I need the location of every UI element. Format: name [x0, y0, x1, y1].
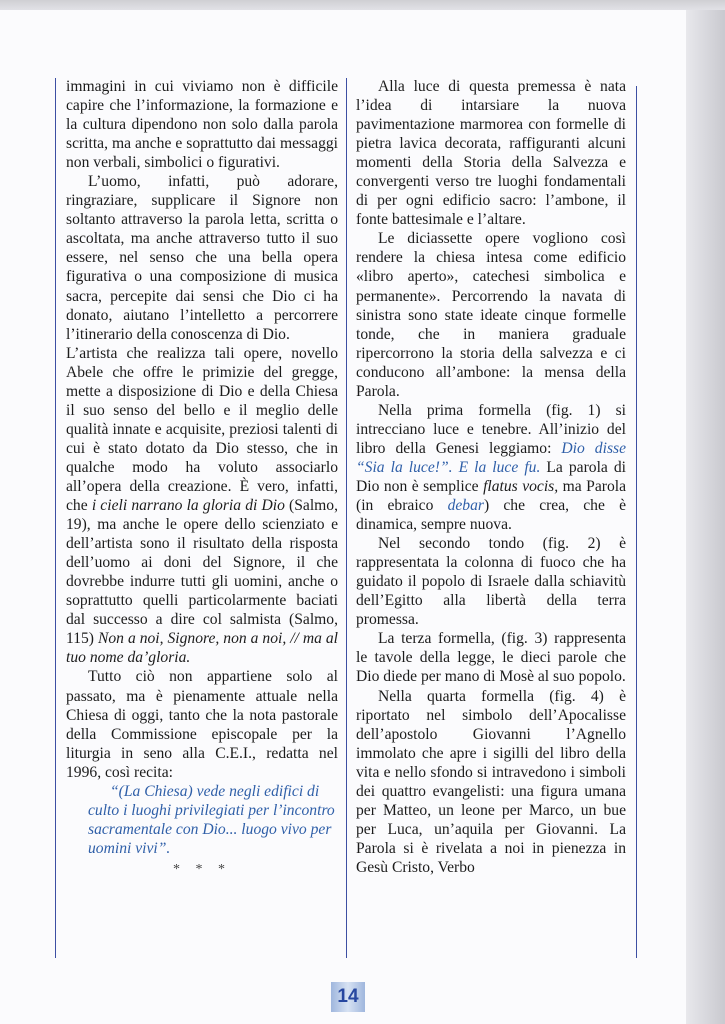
section-separator: * * *	[173, 861, 231, 877]
right-paragraph-6: Nella quarta formella (fig. 4) è riportato nel simbolo dell’Apocalisse dell’apostolo Giovanni l’Agnello immolato che apre i sigilli del libro della vita e nello sfondo si intravedono i simboli dei quattro evangelisti: una figura umana per Matteo, un leone per Marco, un bue per Luca, un’aquila per Giovanni. La Parola si è rivelata a noi in pienezza in Gesù Cristo, Verbo	[356, 687, 626, 876]
psalm-115-citation: Non a noi, Signore, non a noi, // ma al tuo nome da’gloria.	[66, 630, 338, 667]
psalm-19-citation: i cieli narrano la gloria di Dio	[91, 497, 285, 515]
cei-quote: “(La Chiesa) vede negli edifici di culto i luoghi privilegiati per l’incontro sacramentale con Dio... luogo vivo per uomini vivi”.	[88, 782, 335, 857]
right-paragraph-5: La terza formella, (fig. 3) rappresenta le tavole della legge, le dieci parole che Dio diede per mano di Mosè al suo popolo.	[356, 630, 626, 686]
genesis-quote: Dio disse “Sia la luce!”. E la luce fu.	[356, 439, 626, 476]
left-margin-rule	[55, 78, 56, 958]
right-margin-rule	[636, 86, 637, 958]
right-paragraph-3-text-d: ) che crea, che è dinamica, sempre nuova.	[356, 497, 626, 534]
right-paragraph-3-text-a: Nella prima formella (fig. 1) si intrecciano luce e tenebre. All’inizio del libro della Genesi leggiamo:	[356, 401, 626, 457]
right-paragraph-3	[356, 401, 626, 534]
left-paragraph-2: L’uomo, infatti, può adorare, ringraziare, supplicare il Signore non soltanto attraverso la parola letta, scritta o ascoltata, ma anche attraverso tutto il suo essere, nel senso che una bella opera figurativa o una composizione di musica sacra, percepite dai sensi che Dio ci ha donato, aiutano l’intelletto a percorrere l’itinerario della conoscenza di Dio.	[66, 173, 338, 343]
page-curl-shadow	[686, 10, 725, 1024]
right-paragraph-1: Alla luce di questa premessa è nata l’idea di intarsiare la nuova pavimentazione marmorea con formelle di pietra lavica decorata, raffiguranti alcuni momenti della Storia della Salvezza e convergenti verso tre luoghi fondamentali di per ogni edificio sacro: l’ambone, il fonte battesimale e l’altare.	[356, 78, 626, 229]
left-paragraph-1: immagini in cui viviamo non è difficile capire che l’informazione, la formazione e la cultura dipendono non solo dalla parola scritta, ma anche e soprattutto dai messaggi non verbali, simbolici o figurativi.	[66, 78, 338, 172]
left-paragraph-3	[66, 344, 338, 668]
right-paragraph-3-text-b: La parola di Dio non è semplice	[356, 458, 626, 495]
right-paragraph-3-text-c: ma Parola (in ebraico	[356, 477, 627, 515]
right-paragraph-2: Le diciassette opere vogliono così rendere la chiesa intesa come edificio «libro aperto», catechesi simbolica e permanente». Percorrendo la navata di sinistra sono state ideate cinque formelle tonde, che in maniera graduale ripercorrono la storia della salvezza e ci conducono all’ambone: la mensa della Parola.	[356, 230, 626, 400]
left-paragraph-3-text-a: L’artista che realizza tali opere, novello Abele che offre le primizie del gregge, mette a disposizione di Dio e della Chiesa il suo senso del bello e il meglio delle qualità innate e acquisite, preziosi talenti di cui è stato dotato da Dio stesso, che in qualche modo ha voluto associarlo all’opera della creazione. È vero, infatti, che	[66, 344, 338, 515]
left-paragraph-3-text-b: (Salmo, 19), ma anche le opere dello scienziato e dell’artista sono il risultato della risposta dell’uomo ai doni del Signore, il che dovrebbe indurre tutti gli uomini, anche o soprattutto quelli particolarmente baciati dal successo a dire col salmista (Salmo, 115)	[66, 497, 339, 648]
right-paragraph-4: Nel secondo tondo (fig. 2) è rappresentata la colonna di fuoco che ha guidato il popolo di Israele dalla schiavitù dell’Egitto alla libertà della terra promessa.	[356, 535, 626, 629]
right-column	[356, 77, 626, 877]
left-column	[66, 77, 338, 879]
debar-term: debar	[447, 497, 484, 515]
left-paragraph-4: Tutto ciò non appartiene solo al passato, ma è pienamente attuale nella Chiesa di oggi, tanto che la nota pastorale della Commissione episcopale per la liturgia in seno alla C.E.I., redatta nel 1996, così recita:	[66, 668, 338, 781]
flatus-vocis-term: flatus vocis,	[483, 477, 559, 495]
center-column-rule	[346, 78, 347, 958]
page-number-badge: 14	[331, 982, 365, 1012]
